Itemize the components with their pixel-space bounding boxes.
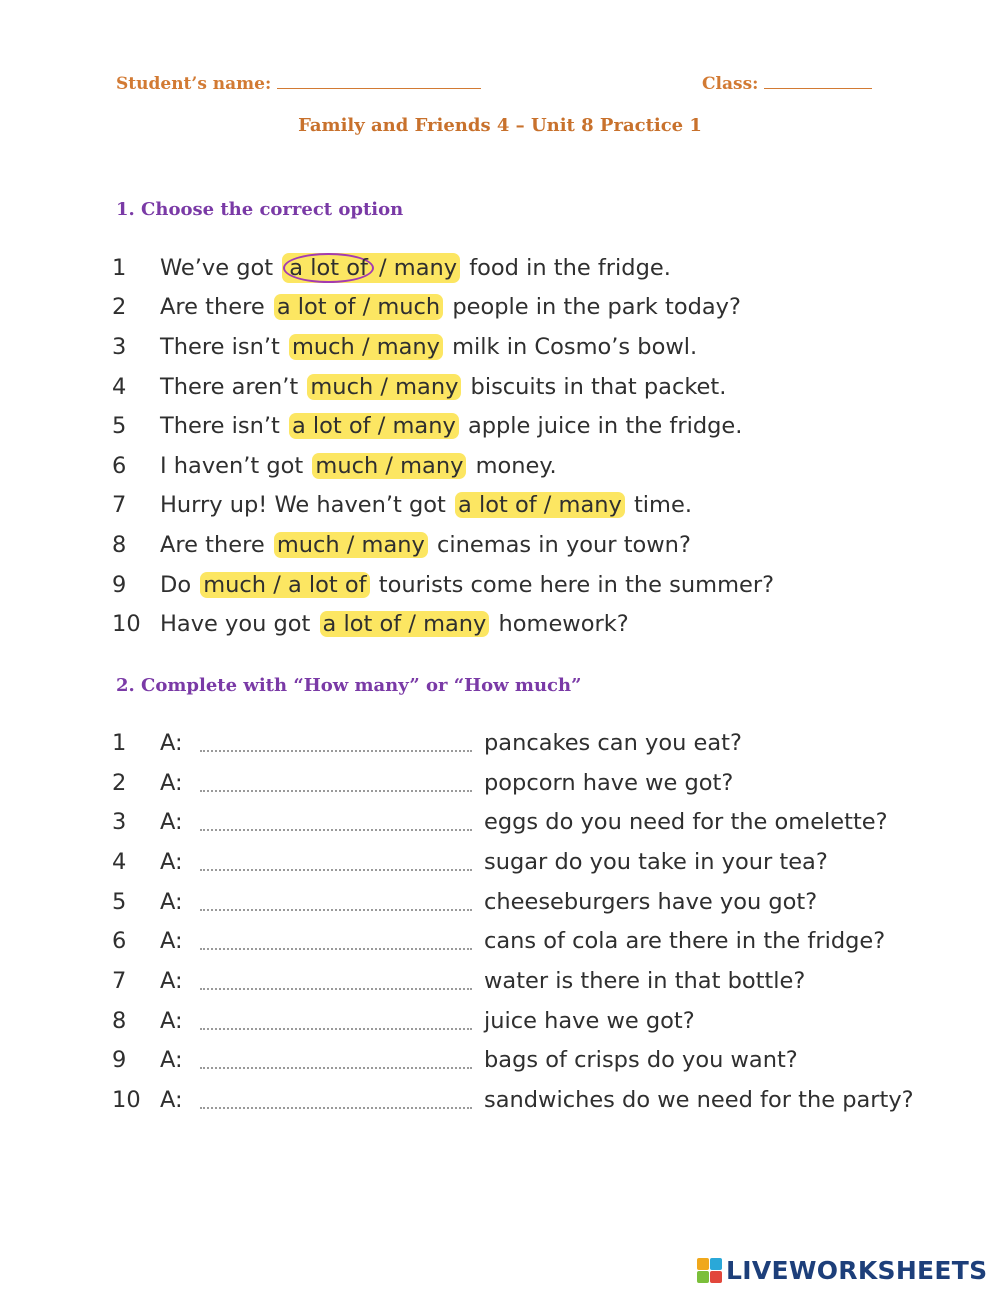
exercise1-item (112, 565, 912, 605)
exercise2-item (112, 961, 972, 1001)
item-text: bags of crisps do you want? (484, 1047, 798, 1074)
exercise2-item (112, 802, 972, 842)
option-a[interactable]: a lot of (458, 492, 537, 519)
option-group (274, 532, 428, 558)
student-name-input[interactable] (277, 74, 481, 89)
answer-blank[interactable] (200, 893, 472, 911)
exercise2-item (112, 842, 972, 882)
item-number: 7 (112, 967, 127, 994)
option-separator: / (543, 492, 552, 519)
option-group (455, 492, 625, 518)
exercise1-item (112, 525, 912, 565)
option-a[interactable]: much (315, 452, 379, 479)
item-number: 5 (112, 888, 127, 915)
answer-blank[interactable] (200, 1051, 472, 1069)
answer-blank[interactable] (200, 734, 472, 752)
item-text-before: Do (160, 571, 192, 598)
speaker-label: A: (160, 967, 183, 994)
speaker-label: A: (160, 888, 183, 915)
item-text-after: people in the park today? (452, 294, 741, 321)
logo-text: LIVEWORKSHEETS (726, 1255, 988, 1285)
item-number: 7 (112, 492, 127, 519)
exercise2-item (112, 1041, 972, 1081)
item-text-after: biscuits in that packet. (470, 373, 727, 400)
exercise2-item (112, 723, 972, 763)
option-b[interactable]: many (423, 611, 487, 638)
exercise1-item (112, 367, 912, 407)
option-b[interactable]: many (395, 373, 459, 400)
item-text-after: apple juice in the fridge. (467, 413, 743, 440)
option-a[interactable]: much (310, 373, 374, 400)
item-number: 1 (112, 254, 127, 281)
item-text: eggs do you need for the omelette? (484, 809, 888, 836)
item-text-before: I haven’t got (160, 452, 304, 479)
option-b[interactable]: many (400, 452, 464, 479)
item-text-before: Have you got (160, 611, 311, 638)
item-number: 10 (112, 1087, 141, 1114)
liveworksheets-logo-icon (697, 1258, 722, 1283)
item-text: popcorn have we got? (484, 769, 734, 796)
option-separator: / (346, 531, 355, 558)
answer-blank[interactable] (200, 972, 472, 990)
student-name-label: Student’s name: (116, 74, 272, 94)
option-separator: / (362, 294, 371, 321)
exercise1-list (112, 248, 912, 644)
option-separator: / (380, 373, 388, 400)
item-number: 9 (112, 1047, 127, 1074)
answer-blank[interactable] (200, 932, 472, 950)
item-text: sandwiches do we need for the party? (484, 1087, 914, 1114)
option-a[interactable]: much (291, 333, 355, 360)
item-text-before: We’ve got (160, 254, 274, 281)
option-group (274, 294, 443, 320)
option-separator: / (273, 571, 281, 598)
item-number: 1 (112, 729, 127, 756)
option-separator: / (361, 333, 370, 360)
option-a[interactable]: much (203, 571, 267, 598)
speaker-label: A: (160, 809, 183, 836)
class-field (702, 74, 872, 94)
item-number: 2 (112, 294, 127, 321)
option-group (312, 453, 466, 479)
logo-square (710, 1258, 722, 1270)
answer-blank[interactable] (200, 1091, 472, 1109)
exercise1-item (112, 406, 912, 446)
student-header (116, 74, 876, 102)
option-group (320, 611, 490, 637)
item-text-after: food in the fridge. (469, 254, 671, 281)
answer-blank[interactable] (200, 774, 472, 792)
item-number: 3 (112, 333, 127, 360)
speaker-label: A: (160, 1087, 183, 1114)
item-text-after: cinemas in your town? (436, 531, 691, 558)
answer-blank[interactable] (200, 813, 472, 831)
item-text: pancakes can you eat? (484, 729, 742, 756)
speaker-label: A: (160, 848, 183, 875)
option-a[interactable]: a lot of (322, 611, 402, 638)
item-number: 3 (112, 809, 127, 836)
page-title: Family and Friends 4 – Unit 8 Practice 1 (298, 115, 702, 136)
exercise2-item (112, 1080, 972, 1120)
option-a[interactable]: a lot of (276, 294, 356, 321)
exercise1-item (112, 288, 912, 328)
item-text: cheeseburgers have you got? (484, 888, 818, 915)
option-separator: / (408, 611, 416, 638)
item-text: juice have we got? (484, 1007, 695, 1034)
option-group (200, 572, 369, 598)
option-separator: / (377, 413, 386, 440)
item-number: 8 (112, 1007, 127, 1034)
item-text-after: milk in Cosmo’s bowl. (452, 333, 698, 360)
logo-square (697, 1258, 709, 1270)
item-number: 4 (112, 373, 127, 400)
exercise1-item (112, 486, 912, 526)
exercise2-item (112, 921, 972, 961)
item-number: 9 (112, 571, 127, 598)
item-number: 10 (112, 611, 141, 638)
item-text: water is there in that bottle? (484, 967, 806, 994)
item-text-after: time. (633, 492, 692, 519)
exercise2-item (112, 763, 972, 803)
item-number: 2 (112, 769, 127, 796)
option-b[interactable]: much (377, 294, 441, 321)
item-text: sugar do you take in your tea? (484, 848, 828, 875)
option-separator: / (379, 254, 387, 281)
option-a[interactable]: a lot of (291, 413, 371, 440)
item-number: 6 (112, 452, 127, 479)
exercise2-item (112, 882, 972, 922)
item-text-before: Hurry up! We haven’t got (160, 492, 446, 519)
logo-square (697, 1271, 709, 1283)
option-group (307, 374, 461, 400)
item-number: 6 (112, 928, 127, 955)
item-text-before: There isn’t (160, 413, 280, 440)
item-text-after: money. (475, 452, 557, 479)
option-b[interactable]: many (392, 413, 456, 440)
option-a[interactable]: much (276, 531, 340, 558)
exercise1-item (112, 604, 912, 644)
speaker-label: A: (160, 729, 183, 756)
option-separator: / (385, 452, 393, 479)
exercise2-list (112, 723, 972, 1120)
option-group (282, 253, 460, 283)
option-b[interactable]: many (361, 531, 425, 558)
exercise2-title: 2. Complete with “How many” or “How much” (116, 675, 582, 696)
speaker-label: A: (160, 1047, 183, 1074)
class-input[interactable] (764, 74, 872, 89)
liveworksheets-logo (697, 1255, 987, 1285)
option-b[interactable]: many (393, 254, 458, 281)
speaker-label: A: (160, 928, 183, 955)
item-text-before: Are there (160, 531, 265, 558)
item-text-before: There aren’t (160, 373, 299, 400)
exercise1-title: 1. Choose the correct option (116, 199, 404, 220)
option-b[interactable]: many (558, 492, 622, 519)
answer-blank[interactable] (200, 853, 472, 871)
item-number: 8 (112, 531, 127, 558)
class-label: Class: (702, 74, 759, 94)
item-text-after: homework? (498, 611, 629, 638)
option-b[interactable]: many (376, 333, 440, 360)
answer-blank[interactable] (200, 1012, 472, 1030)
option-b[interactable]: a lot of (287, 571, 367, 598)
item-text-before: There isn’t (160, 333, 280, 360)
option-a[interactable]: a lot of (283, 253, 374, 283)
item-number: 5 (112, 413, 127, 440)
option-group (289, 334, 443, 360)
speaker-label: A: (160, 1007, 183, 1034)
student-name-field (116, 74, 481, 94)
item-text-before: Are there (160, 294, 265, 321)
exercise1-item (112, 446, 912, 486)
option-group (289, 413, 459, 439)
exercise2-item (112, 1001, 972, 1041)
item-number: 4 (112, 848, 127, 875)
exercise1-item (112, 248, 912, 288)
logo-square (710, 1271, 722, 1283)
item-text: cans of cola are there in the fridge? (484, 928, 886, 955)
speaker-label: A: (160, 769, 183, 796)
exercise1-item (112, 327, 912, 367)
item-text-after: tourists come here in the summer? (378, 571, 775, 598)
